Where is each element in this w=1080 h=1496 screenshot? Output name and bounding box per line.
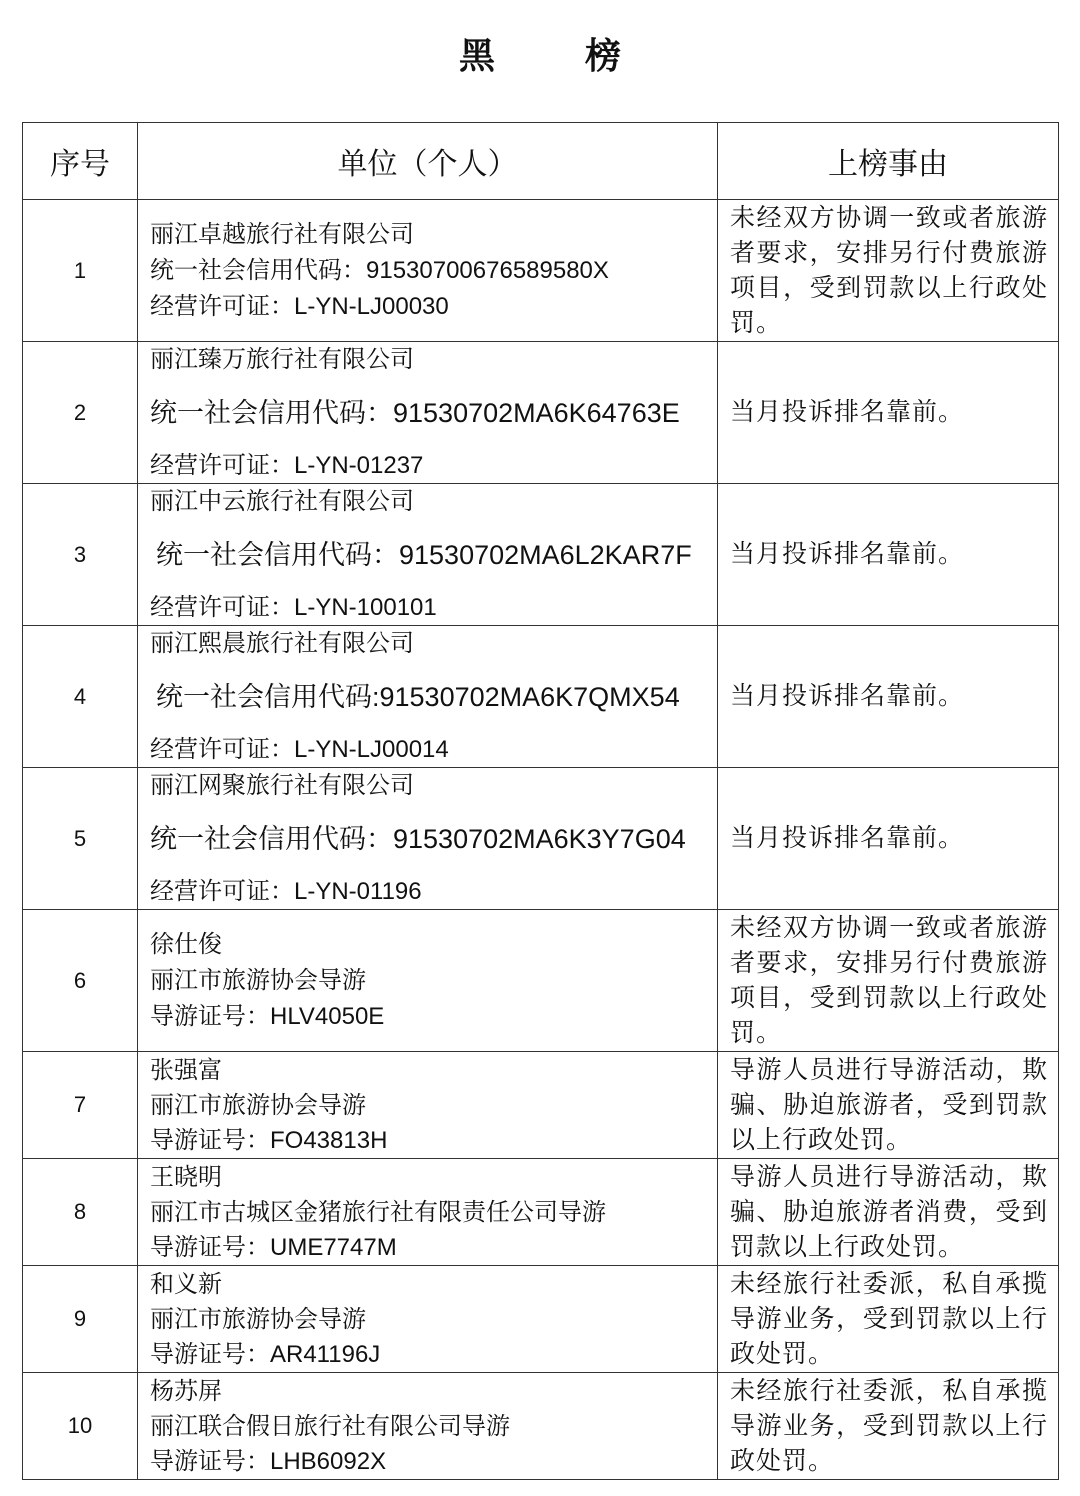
row-reason: 当月投诉排名靠前。 (718, 626, 1059, 768)
table-row (23, 342, 1059, 484)
row-index: 4 (23, 626, 138, 768)
row-reason: 导游人员进行导游活动，欺骗、胁迫旅游者消费，受到罚款以上行政处罚。 (718, 1159, 1059, 1266)
unit-license: 导游证号：LHB6092X (150, 1447, 387, 1475)
row-index: 9 (23, 1266, 138, 1373)
unit-detail: 丽江联合假日旅行社有限公司导游 (150, 1412, 510, 1440)
unit-detail: 统一社会信用代码：91530702MA6K3Y7G04 (150, 823, 686, 854)
row-index: 10 (23, 1373, 138, 1480)
table-row (23, 1266, 1059, 1373)
unit-license: 经营许可证：L-YN-100101 (150, 593, 437, 621)
unit-name: 丽江熙晨旅行社有限公司 (150, 629, 414, 657)
unit-name: 徐仕俊 (150, 930, 222, 958)
unit-detail: 统一社会信用代码：91530702MA6L2KAR7F (156, 539, 692, 570)
unit-detail: 丽江市古城区金猪旅行社有限责任公司导游 (150, 1198, 606, 1226)
blacklist-table (22, 122, 1059, 1480)
row-index: 6 (23, 910, 138, 1052)
row-unit (138, 200, 718, 342)
table-row (23, 1159, 1059, 1266)
row-reason: 当月投诉排名靠前。 (718, 768, 1059, 910)
unit-license: 导游证号：FO43813H (150, 1126, 388, 1154)
unit-name: 丽江臻万旅行社有限公司 (150, 345, 414, 373)
row-reason: 未经旅行社委派，私自承揽导游业务，受到罚款以上行政处罚。 (718, 1373, 1059, 1480)
row-reason: 导游人员进行导游活动，欺骗、胁迫旅游者，受到罚款以上行政处罚。 (718, 1052, 1059, 1159)
unit-detail: 丽江市旅游协会导游 (150, 1091, 366, 1119)
header-unit: 单位（个人） (138, 123, 718, 200)
table-row (23, 1052, 1059, 1159)
row-unit (138, 342, 718, 484)
unit-detail: 统一社会信用代码：91530702MA6K64763E (150, 397, 680, 428)
unit-name: 王晓明 (150, 1163, 222, 1191)
unit-name: 和义新 (150, 1270, 222, 1298)
unit-name: 张强富 (150, 1056, 222, 1084)
unit-license: 经营许可证：L-YN-01196 (150, 877, 422, 905)
row-index: 2 (23, 342, 138, 484)
row-index: 3 (23, 484, 138, 626)
table-row (23, 910, 1059, 1052)
table-row (23, 626, 1059, 768)
row-index: 1 (23, 200, 138, 342)
unit-license: 经营许可证：L-YN-LJ00014 (150, 735, 449, 763)
row-unit (138, 1052, 718, 1159)
unit-license: 经营许可证：L-YN-LJ00030 (150, 292, 449, 320)
row-unit (138, 484, 718, 626)
unit-name: 杨苏屏 (150, 1377, 222, 1405)
row-unit (138, 626, 718, 768)
header-reason: 上榜事由 (718, 123, 1059, 200)
row-unit (138, 1266, 718, 1373)
unit-license: 经营许可证：L-YN-01237 (150, 451, 424, 479)
unit-name: 丽江网聚旅行社有限公司 (150, 771, 414, 799)
unit-detail: 统一社会信用代码:91530702MA6K7QMX54 (156, 681, 680, 712)
table-row (23, 484, 1059, 626)
unit-license: 导游证号：AR41196J (150, 1340, 381, 1368)
row-index: 7 (23, 1052, 138, 1159)
table-row (23, 768, 1059, 910)
unit-license: 导游证号：UME7747M (150, 1233, 397, 1261)
unit-license: 导游证号：HLV4050E (150, 1002, 385, 1030)
row-reason: 未经双方协调一致或者旅游者要求，安排另行付费旅游项目，受到罚款以上行政处罚。 (718, 910, 1059, 1052)
row-unit (138, 1159, 718, 1266)
row-unit (138, 910, 718, 1052)
unit-detail: 丽江市旅游协会导游 (150, 966, 366, 994)
page-title: 黑 榜 (458, 35, 661, 76)
row-index: 5 (23, 768, 138, 910)
unit-name: 丽江卓越旅行社有限公司 (150, 220, 414, 248)
row-unit (138, 1373, 718, 1480)
row-reason: 未经双方协调一致或者旅游者要求，安排另行付费旅游项目，受到罚款以上行政处罚。 (718, 200, 1059, 342)
row-unit (138, 768, 718, 910)
unit-detail: 统一社会信用代码：91530700676589580X (150, 256, 609, 284)
row-index: 8 (23, 1159, 138, 1266)
unit-detail: 丽江市旅游协会导游 (150, 1305, 366, 1333)
table-header-row (23, 123, 1059, 200)
header-index: 序号 (23, 123, 138, 200)
table-row (23, 200, 1059, 342)
row-reason: 未经旅行社委派，私自承揽导游业务，受到罚款以上行政处罚。 (718, 1266, 1059, 1373)
unit-name: 丽江中云旅行社有限公司 (150, 487, 414, 515)
row-reason: 当月投诉排名靠前。 (718, 484, 1059, 626)
row-reason: 当月投诉排名靠前。 (718, 342, 1059, 484)
table-row (23, 1373, 1059, 1480)
